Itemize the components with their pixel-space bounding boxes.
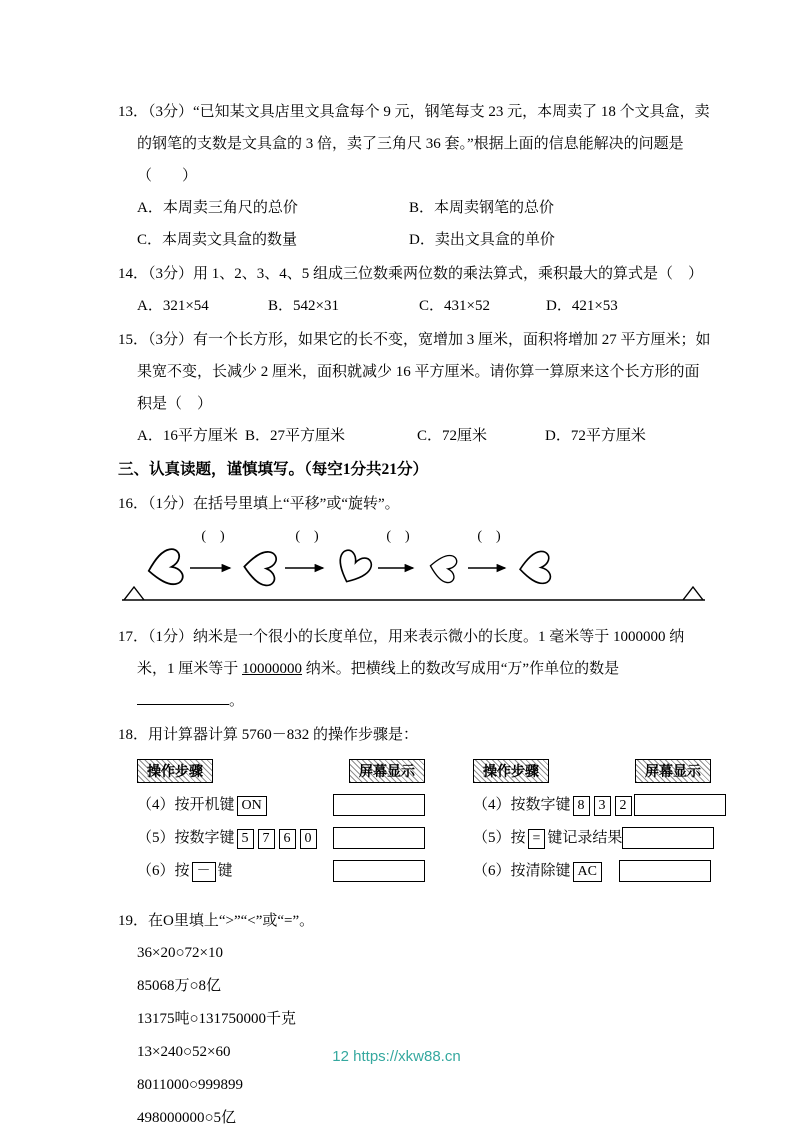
question-15-options bbox=[118, 420, 711, 452]
option-c: C．431×52 bbox=[419, 298, 490, 314]
calc-step-row bbox=[473, 860, 711, 882]
hearts-figure bbox=[120, 524, 711, 613]
display-answer-box bbox=[333, 860, 425, 882]
display-header: 屏幕显示 bbox=[635, 759, 711, 783]
calc-step-row bbox=[473, 827, 711, 849]
question-18 bbox=[118, 719, 711, 893]
heart-shape-3 bbox=[332, 548, 374, 588]
blank-label: ( ) bbox=[295, 529, 319, 544]
heart-shape-5 bbox=[519, 551, 551, 585]
question-13 bbox=[118, 96, 711, 256]
left-end-mark bbox=[124, 587, 144, 600]
option-a: A．本周卖三角尺的总价 bbox=[137, 200, 298, 216]
blank-label: ( ) bbox=[201, 529, 225, 544]
calc-table-left-header bbox=[137, 759, 425, 783]
question-15 bbox=[118, 324, 711, 452]
comparison-item: 36×20○72×10 bbox=[137, 945, 223, 961]
steps-header: 操作步骤 bbox=[137, 759, 213, 783]
key-0: 0 bbox=[300, 829, 317, 849]
step-label: （4）按数字键 bbox=[473, 797, 571, 813]
option-c: C．本周卖文具盒的数量 bbox=[137, 232, 298, 248]
calc-table-right-header bbox=[473, 759, 711, 783]
display-answer-box bbox=[619, 860, 711, 882]
q17-suffix: 。 bbox=[229, 693, 245, 709]
calc-table-right bbox=[473, 759, 711, 893]
q17-middle: 纳米。把横线上的数改写成用“万”作单位的数是 bbox=[302, 661, 620, 677]
key-ac: AC bbox=[573, 862, 602, 882]
option-b: B．542×31 bbox=[268, 298, 339, 314]
calc-step-row bbox=[473, 794, 711, 816]
question-14-options bbox=[118, 290, 711, 322]
section-3-header: 三、认真读题，谨慎填写。（每空1分共21分） bbox=[118, 461, 429, 478]
step-label: （5）按数字键 bbox=[137, 830, 235, 846]
step-label: （4）按开机键 bbox=[137, 797, 235, 813]
comparison-item: 85068万○8亿 bbox=[137, 978, 222, 994]
comparison-item: 498000000○5亿 bbox=[137, 1110, 237, 1126]
key-6: 6 bbox=[279, 829, 296, 849]
key-equals: = bbox=[528, 829, 546, 849]
question-14 bbox=[118, 258, 711, 322]
key-5: 5 bbox=[237, 829, 254, 849]
calc-step-row bbox=[137, 860, 425, 882]
question-19-title: 19．在O里填上“>”“<”或“=”。 bbox=[118, 913, 315, 929]
step-label: （6）按清除键 bbox=[473, 863, 571, 879]
option-d: D．72平方厘米 bbox=[545, 428, 646, 444]
key-7: 7 bbox=[258, 829, 275, 849]
q17-prefix: 17．（1分）纳米是一个很小的长度单位，用来表示微小的长度。1 毫米等于 1000000 纳米，1 厘米等于 bbox=[118, 629, 685, 677]
calc-step-row bbox=[137, 794, 425, 816]
step-after: 键 bbox=[217, 863, 233, 879]
key-3: 3 bbox=[594, 796, 611, 816]
display-answer-box bbox=[333, 794, 425, 816]
question-17 bbox=[118, 621, 711, 717]
page-footer bbox=[0, 1048, 793, 1065]
right-end-mark bbox=[683, 587, 703, 600]
question-17-text bbox=[118, 621, 711, 717]
q17-underlined-number: 10000000 bbox=[242, 661, 303, 677]
display-header: 屏幕显示 bbox=[349, 759, 425, 783]
heart-shape-4 bbox=[428, 552, 458, 583]
question-16-text: 16．（1分）在括号里填上“平移”或“旋转”。 bbox=[118, 496, 400, 512]
step-label: （6）按 bbox=[137, 863, 190, 879]
option-a: A．16平方厘米 bbox=[137, 428, 238, 444]
key-on: ON bbox=[237, 796, 267, 816]
question-14-text: 14．（3分）用 1、2、3、4、5 组成三位数乘两位数的乘法算式，乘积最大的算式是（ ） bbox=[118, 266, 704, 282]
option-b: B．27平方厘米 bbox=[245, 428, 346, 444]
calc-table-left bbox=[137, 759, 425, 893]
page-number: 12 bbox=[332, 1048, 349, 1065]
steps-header: 操作步骤 bbox=[473, 759, 549, 783]
display-answer-box bbox=[622, 827, 714, 849]
blank-label: ( ) bbox=[386, 529, 410, 544]
calculator-steps-tables bbox=[118, 759, 711, 893]
comparison-item: 13175吨○131750000千克 bbox=[137, 1011, 297, 1027]
blank-label: ( ) bbox=[477, 529, 501, 544]
question-15-text: 15．（3分）有一个长方形，如果它的长不变，宽增加 3 厘米，面积将增加 27 平方厘米；如果宽不变，长减少 2 厘米，面积就减少 16 平方厘米。请你算一算原来这个长方形的面积是（ ） bbox=[118, 332, 711, 412]
question-19 bbox=[118, 905, 711, 1135]
question-16 bbox=[118, 488, 711, 613]
comparison-item: 13×240○52×60 bbox=[137, 1044, 231, 1060]
key-minus: － bbox=[192, 862, 216, 882]
option-a: A．321×54 bbox=[137, 298, 209, 314]
comparison-item: 8011000○999899 bbox=[137, 1077, 244, 1093]
key-8: 8 bbox=[573, 796, 590, 816]
option-d: D．卖出文具盒的单价 bbox=[409, 232, 555, 248]
display-answer-box bbox=[634, 794, 726, 816]
step-label: （5）按 bbox=[473, 830, 526, 846]
footer-url-link[interactable]: https://xkw88.cn bbox=[353, 1048, 461, 1065]
answer-blank bbox=[137, 691, 229, 705]
hearts-figure-svg bbox=[120, 524, 710, 608]
option-b: B．本周卖钢笔的总价 bbox=[409, 200, 555, 216]
question-13-text: 13．（3分）“已知某文具店里文具盒每个 9 元，钢笔每支 23 元，本周卖了 18 个文具盒，卖的钢笔的支数是文具盒的 3 倍，卖了三角尺 36 套。”根据上面的信息能解决的问题是（ ） bbox=[118, 104, 710, 184]
option-d: D．421×53 bbox=[546, 298, 618, 314]
option-c: C．72厘米 bbox=[417, 428, 488, 444]
question-13-options bbox=[118, 192, 711, 256]
calc-step-row bbox=[137, 827, 425, 849]
question-18-title: 18．用计算器计算 5760－832 的操作步骤是： bbox=[118, 727, 419, 743]
display-answer-box bbox=[333, 827, 425, 849]
key-2: 2 bbox=[615, 796, 632, 816]
heart-shape-1 bbox=[146, 548, 184, 588]
step-after: 键记录结果 bbox=[547, 830, 623, 846]
heart-shape-2 bbox=[243, 550, 277, 586]
